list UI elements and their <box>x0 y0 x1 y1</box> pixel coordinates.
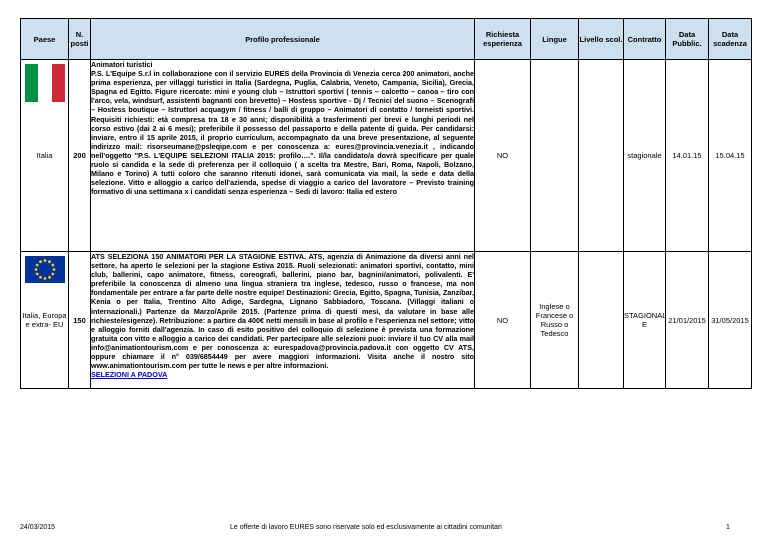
contratto-cell: stagionale <box>624 60 666 252</box>
pubblic-cell: 21/01/2015 <box>666 252 709 389</box>
profile-text: Animatori turistici P.S. L'Equipe S.r.l in collaborazione con il servizio EURES della Provincia di Venezia cerca 200 animatori, anche prima esperienza, per villaggi turistici in Italia (Sardegna, Puglia, Calabria, Veneto, Campania, Sicilia), Grecia, Spagna ed Egitto. Figure ricercate: mini e young club – Istruttori sportivi ( tennis – calcetto – canoa – tiro con l'arco, vela, windsurf, assistenti bagnanti con brevetto) – Hostess sportive - Dj / Tecnici del suono – Scenografi – Hostess boutique – Istruttori acquagym / fitness / balli di gruppo – Animatori di contatto / torneisti sportivi. Requisiti richiesti: età compresa tra 18 e 30 anni; disponibilità a trasferimenti per brevi e lunghi periodi nel corso estivo (dai 2 ai 6 mesi); preferibile il possesso del passaporto e della patente di guida. Per candidarsi: inviare, entro il 15 aprile 2015, il proprio curriculum, accompagnato da una breve presentazione, al seguente indirizzo mail: risorseumane@psleqipe.com e per conoscenza a: eures@provincia.venezia.it , indicando nell'oggetto "P.S. L'EQUIPE SELEZIONI ITALIA 2015: profilo….". Il/la candidato/a dovrà specificare per quale ruolo si candida e la sede di preferenza per il colloquio ( a scelta tra Mestre, Bari, Roma, Napoli, Bolzano, Milano e Torino) A tutti coloro che saranno ritenuti idonei, sarà comunicata via mail, la sede e data della selezione. Vitto e alloggio a carico dell'azienda, spedse di viaggio a carico del lavoratore – Previsto training formativo di una settimana x i candidati senza esperienza – Sedi di lavoro: Italia ed estero <box>91 60 474 197</box>
contratto-cell: STAGIONAL E <box>624 252 666 389</box>
livello-cell <box>579 252 624 389</box>
header-lingue: Lingue <box>531 19 579 60</box>
lingue-cell: Inglese o Francese o Russo o Tedesco <box>531 252 579 389</box>
header-paese: Paese <box>21 19 69 60</box>
italy-flag-green <box>25 64 38 102</box>
posti-cell: 150 <box>69 252 91 389</box>
header-esperienza: Richiesta esperienza <box>475 19 531 60</box>
livello-cell <box>579 60 624 252</box>
lingue-cell <box>531 60 579 252</box>
table-row <box>21 252 752 389</box>
pubblic-cell: 14.01.15 <box>666 60 709 252</box>
scadenza-cell: 15.04.15 <box>709 60 752 252</box>
header-pubblic: Data Pubblic. <box>666 19 709 60</box>
scadenza-cell: 31/05/2015 <box>709 252 752 389</box>
selezioni-padova-link[interactable]: SELEZIONI A PADOVA <box>91 370 168 380</box>
header-livello: Livello scol. <box>579 19 624 60</box>
profile-cell <box>91 252 475 389</box>
italy-flag-red <box>52 64 65 102</box>
profile-cell <box>91 60 475 252</box>
country-cell <box>21 60 69 252</box>
italy-flag-white <box>38 64 51 102</box>
header-scadenza: Data scadenza <box>709 19 752 60</box>
job-offers-table <box>20 18 752 389</box>
eu-flag-icon <box>25 256 65 283</box>
country-name: Italia <box>36 151 53 160</box>
header-posti: N. posti <box>69 19 91 60</box>
footer-date: 24/03/2015 <box>20 524 56 531</box>
table-row <box>21 60 752 252</box>
footer-note: Le offerte di lavoro EURES sono riservate solo ed esclusivamente ai cittadini comunitari <box>230 524 502 531</box>
country-name: Italia, Europa e extra- EU <box>22 311 67 329</box>
italy-flag-icon <box>25 64 65 102</box>
table-header-row <box>21 19 752 60</box>
header-contratto: Contratto <box>624 19 666 60</box>
country-cell <box>21 252 69 389</box>
esperienza-cell: NO <box>475 60 531 252</box>
footer-page-number: 1 <box>726 524 730 531</box>
esperienza-cell: NO <box>475 252 531 389</box>
header-profilo: Profilo professionale <box>91 19 475 60</box>
profile-text: ATS SELEZIONA 150 ANIMATORI PER LA STAGIONE ESTIVA. ATS, agenzia di Animazione da diversi anni nel settore, ha aperto le selezioni per la stagione Estiva 2015. Ruoli selezionati: animatori sportivi, contatto, mini club, ballerini, capo animatore, fitness, coreografi, ballerini, piano bar, bagnini/animatori, polivalenti. E' preferibile la conoscenza di almeno una lingua straniera tra inglese, tedesco, russo o francese, ma non fondamentale per entrare a far parte delle nostre equipe! Destinazioni: Grecia, Egitto, Spagna, Tunisia, Zanzibar, Kenia o per Italia, Trentino Alto Adige, Sardegna, Lignano Sabbiadoro, Toscana. (Villaggi italiani o internazionali.) Partenze da Marzo/Aprile 2015. (Partenze prima di questi mesi, da valutare in base alle richieste/esigenze). Retribuzione: a partire da 400€ netti mensili in base al profilo e l'esperienza nel settore; vitto e alloggio forniti dall'agenzia. In caso di esito positivo del colloquio di selezione è prevista una formazione gratuita con vitto e alloggio a carico dei candidati. Per partecipare alle selezioni puoi: inviare il tuo CV alla mail info@animationtourism.com e per conoscenza a: eurespadova@provincia.padova.it con oggetto CV ATS, oppure chiamare il n° 039/6854449 per avere maggiori informazioni. Visita anche il nostro sito www.animationtourism.com per tutte le news e per altre informazioni. <box>91 252 474 371</box>
posti-cell: 200 <box>69 60 91 252</box>
